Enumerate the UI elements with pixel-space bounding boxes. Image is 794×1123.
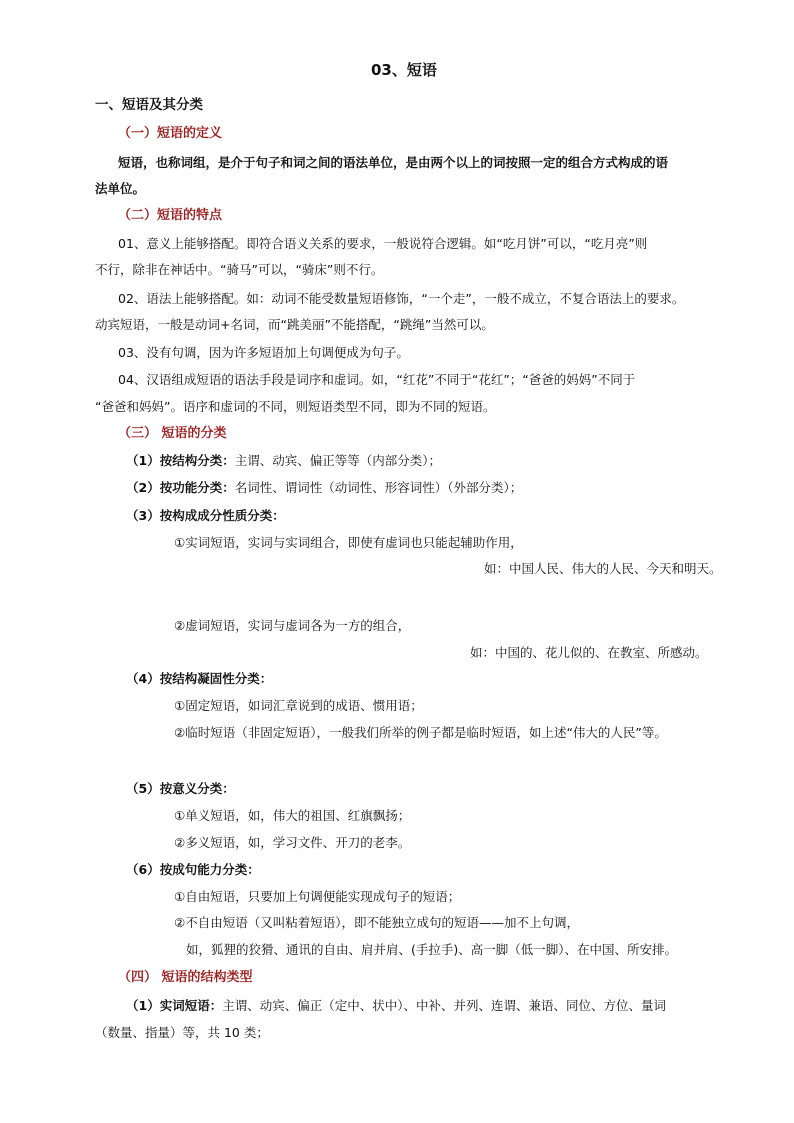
classification-text: 主谓、动宾、偏正等等（内部分类）；: [234, 453, 441, 468]
classification-3-item: ②虚词短语，实词与虚词各为一方的组合，: [174, 618, 411, 633]
feature-line: 03、没有句调，因为许多短语加上句调便成为句子。: [118, 345, 409, 360]
classification-4-item: ②临时短语（非固定短语），一般我们所举的例子都是临时短语，如上述“伟大的人民”等。: [174, 725, 667, 740]
classification-5-item: ②多义短语，如，学习文件、开刀的老李。: [174, 835, 411, 850]
classification-3-example: 如：中国的、花儿似的、在教室、所感动。: [470, 645, 708, 660]
classification-3-label: （3）按构成成分性质分类：: [126, 508, 285, 523]
classification-1: [126, 453, 441, 469]
classification-6-label: （6）按成句能力分类：: [126, 862, 260, 877]
classification-6-item: ①自由短语，只要加上句调便能实现成句子的短语；: [174, 889, 461, 904]
structure-text: 主谓、动宾、偏正（定中、状中）、中补、并列、连谓、兼语、同位、方位、量词: [222, 998, 666, 1013]
feature-line: “爸爸和妈妈”。语序和虚词的不同，则短语类型不同，即为不同的短语。: [95, 399, 496, 414]
classification-2: [126, 480, 522, 496]
classification-4-item: ①固定短语，如词汇章说到的成语、惯用语；: [174, 698, 423, 713]
structure-1: [126, 998, 666, 1014]
classification-6-item: ②不自由短语（又叫粘着短语），即不能独立成句的短语——加不上句调，: [174, 915, 579, 930]
feature-line: 动宾短语，一般是动词+名词，而“跳美丽”不能搭配，“跳绳”当然可以。: [95, 317, 494, 332]
structure-label: （1）实词短语：: [126, 998, 223, 1013]
classification-text: 名词性、谓词性（动词性、形容词性）（外部分类）；: [234, 480, 523, 495]
classification-label: （1）按结构分类：: [126, 453, 235, 468]
feature-line: 04、汉语组成短语的语法手段是词序和虚词。如，“红花”不同于“花红”；“爸爸的妈妈”不同于: [118, 372, 636, 387]
feature-line: 01、意义上能够搭配。即符合语义关系的要求，一般说符合逻辑。如“吃月饼”可以，“吃月亮”则: [118, 236, 648, 251]
classification-6-example: 如，狐狸的狡猾、通讯的自由、肩并肩、(手拉手)、高一脚（低一脚）、在中国、所安排。: [186, 942, 678, 957]
classification-5-label: （5）按意义分类：: [126, 781, 235, 796]
definition-line: 法单位。: [95, 181, 146, 196]
classification-3-example: 如：中国人民、伟大的人民、今天和明天。: [484, 561, 722, 576]
section-heading: 一、短语及其分类: [95, 97, 203, 113]
classification-label: （2）按功能分类：: [126, 480, 235, 495]
page-title: 03、短语: [371, 61, 437, 79]
feature-line: 02、语法上能够搭配。如：动词不能受数量短语修饰，“一个走”，一般不成立，不复合语法上的要求。: [118, 291, 685, 306]
definition-line: 短语，也称词组，是介于句子和词之间的语法单位，是由两个以上的词按照一定的组合方式构成的语: [118, 155, 669, 170]
subsection-heading-definition: （一）短语的定义: [118, 126, 223, 141]
feature-line: 不行，除非在神话中。“骑马”可以，“骑床”则不行。: [95, 262, 384, 277]
subsection-heading-features: （二）短语的特点: [118, 208, 223, 223]
classification-3-item: ①实词短语，实词与实词组合，即使有虚词也只能起辅助作用，: [174, 535, 523, 550]
classification-4-label: （4）按结构凝固性分类：: [126, 671, 273, 686]
subsection-heading-structure: （四） 短语的结构类型: [118, 970, 253, 985]
structure-1-continued: （数量、指量）等，共 10 类；: [95, 1025, 269, 1040]
classification-5-item: ①单义短语，如，伟大的祖国、红旗飘扬；: [174, 808, 411, 823]
subsection-heading-classification: （三） 短语的分类: [118, 426, 227, 441]
